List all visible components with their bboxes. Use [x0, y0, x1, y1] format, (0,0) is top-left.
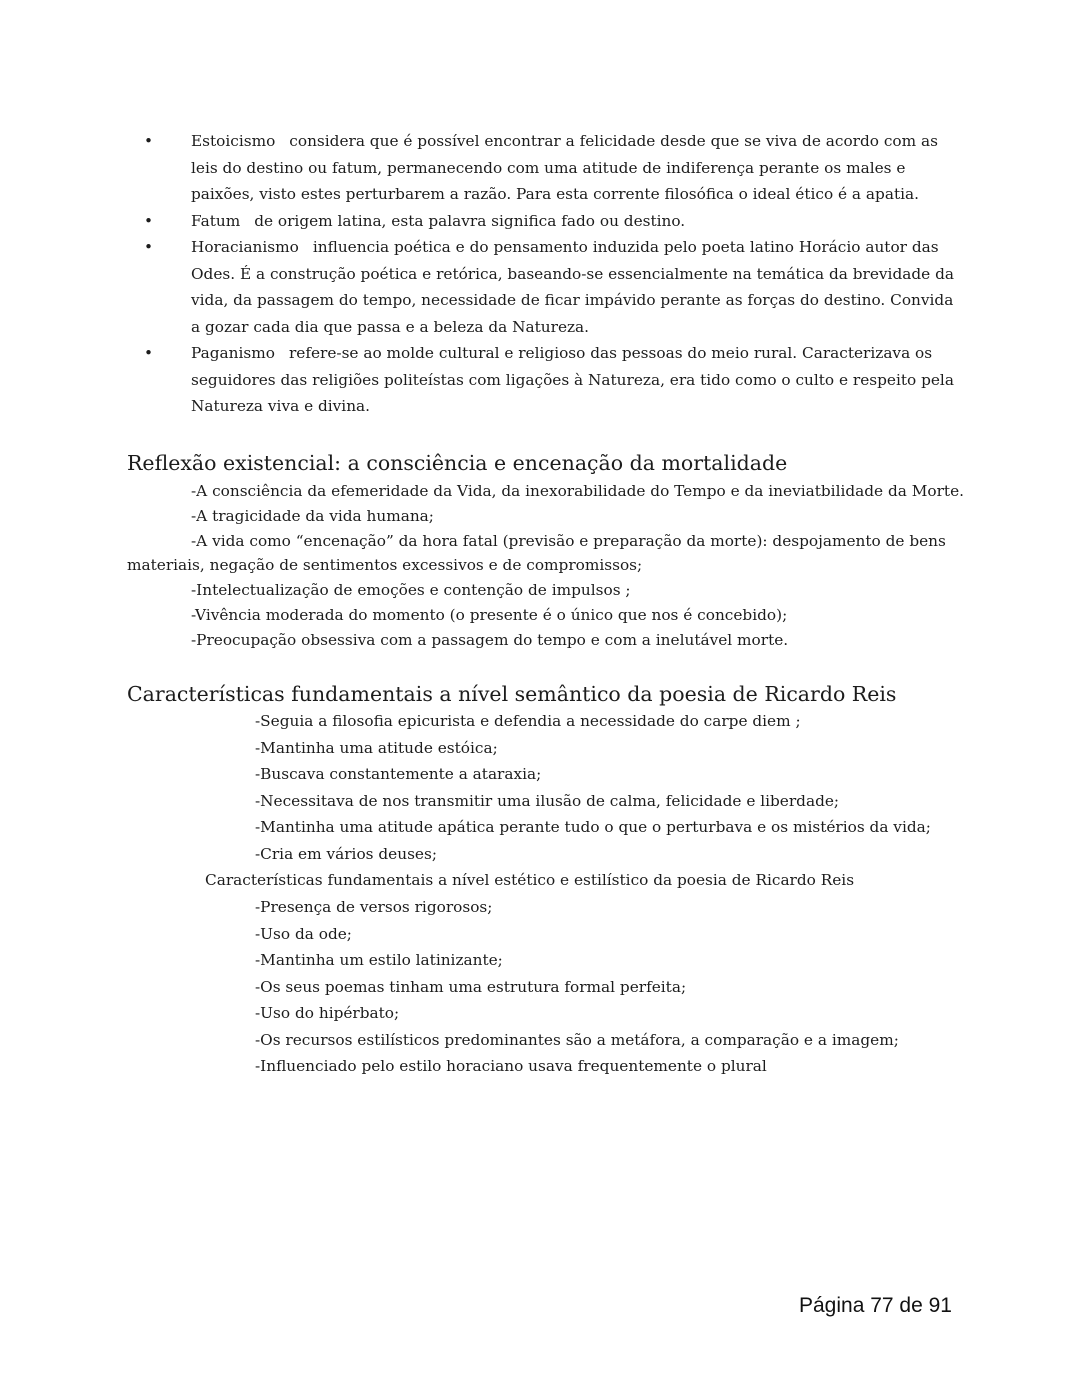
glossary-item: [140, 340, 960, 420]
list-item: -Os seus poemas tinham uma estrutura formal perfeita;: [255, 977, 687, 996]
bullet-icon: •: [144, 344, 154, 362]
list-item: -Uso do hipérbato;: [255, 1004, 400, 1022]
glossary-list: [140, 128, 960, 420]
glossary-definition: considera que é possível encontrar a felicidade desde que se viva de acordo com as leis do destino ou fatum, permanecendo com uma atitude de indiferença perante os males e paixões, visto estes perturbarem a razão. Para esta corrente filosófica o ideal ético é a apatia.: [191, 132, 938, 203]
list-item: -Mantinha uma atitude apática perante tudo o que o perturbava e os mistérios da vida;: [255, 818, 931, 836]
glossary-item: [140, 208, 960, 235]
list-item: -A consciência da efemeridade da Vida, da inexorabilidade do Tempo e da ineviatbilidade da Morte.: [191, 482, 964, 500]
glossary-item: [140, 234, 960, 340]
list-item: -Cria em vários deuses;: [255, 844, 437, 863]
reflexao-list: [127, 479, 964, 653]
list-item: -Buscava constantemente a ataraxia;: [255, 765, 542, 783]
list-item: -Presença de versos rigorosos;: [255, 898, 493, 916]
list-item: -Influenciado pelo estilo horaciano usava frequentemente o plural: [255, 1057, 767, 1075]
page-number: Página 77 de 91: [799, 1294, 952, 1317]
list-item: -Necessitava de nos transmitir uma ilusão de calma, felicidade e liberdade;: [255, 791, 840, 810]
list-item: -A tragicidade da vida humana;: [191, 506, 434, 525]
stylistic-list: [255, 894, 975, 1080]
section-heading-caracteristicas: Características fundamentais a nível semântico da poesia de Ricardo Reis: [127, 682, 897, 706]
list-item: -Vivência moderada do momento (o presente é o único que nos é concebido);: [191, 605, 788, 624]
list-item: -Intelectualização de emoções e contenção de impulsos ;: [191, 581, 631, 600]
list-item: -Mantinha uma atitude estóica;: [255, 738, 498, 757]
glossary-term: Estoicismo: [191, 132, 276, 150]
list-item: -Os recursos estilísticos predominantes são a metáfora, a comparação e a imagem;: [255, 1030, 899, 1049]
bullet-icon: •: [144, 238, 154, 256]
glossary-term: Paganismo: [191, 344, 275, 362]
list-item: -A vida como “encenação” da hora fatal (previsão e preparação da morte): despojamento de bens materiais, negação de sentimentos excessivos e de compromissos;: [127, 531, 946, 575]
bullet-icon: •: [144, 211, 154, 230]
glossary-term: Fatum: [191, 211, 241, 230]
section-heading-reflexao: Reflexão existencial: a consciência e encenação da mortalidade: [127, 451, 788, 475]
semantic-list: [255, 708, 975, 867]
glossary-term: Horacianismo: [191, 238, 299, 256]
glossary-item: [140, 128, 960, 208]
glossary-definition: de origem latina, esta palavra significa fado ou destino.: [254, 211, 686, 230]
glossary-definition: refere-se ao molde cultural e religioso das pessoas do meio rural. Caracterizava os seguidores das religiões politeístas com ligações à Natureza, era tido como o culto e respeito pela Natureza viva e divina.: [191, 344, 954, 415]
glossary-definition: influencia poética e do pensamento induzida pelo poeta latino Horácio autor das Odes. É a construção poética e retórica, baseando-se essencialmente na temática da brevidade da vida, da passagem do tempo, necessidade de ficar impávido perante as forças do destino. Convida a gozar cada dia que passa e a beleza da Natureza.: [191, 238, 954, 336]
list-item: -Preocupação obsessiva com a passagem do tempo e com a inelutável morte.: [191, 630, 789, 649]
list-item: -Seguia a filosofia epicurista e defendia a necessidade do carpe diem ;: [255, 712, 801, 730]
list-item: -Uso da ode;: [255, 924, 352, 943]
subsection-title-estilistico: Características fundamentais a nível estético e estilístico da poesia de Ricardo Reis: [205, 871, 855, 889]
bullet-icon: •: [144, 132, 154, 150]
list-item: -Mantinha um estilo latinizante;: [255, 951, 503, 969]
